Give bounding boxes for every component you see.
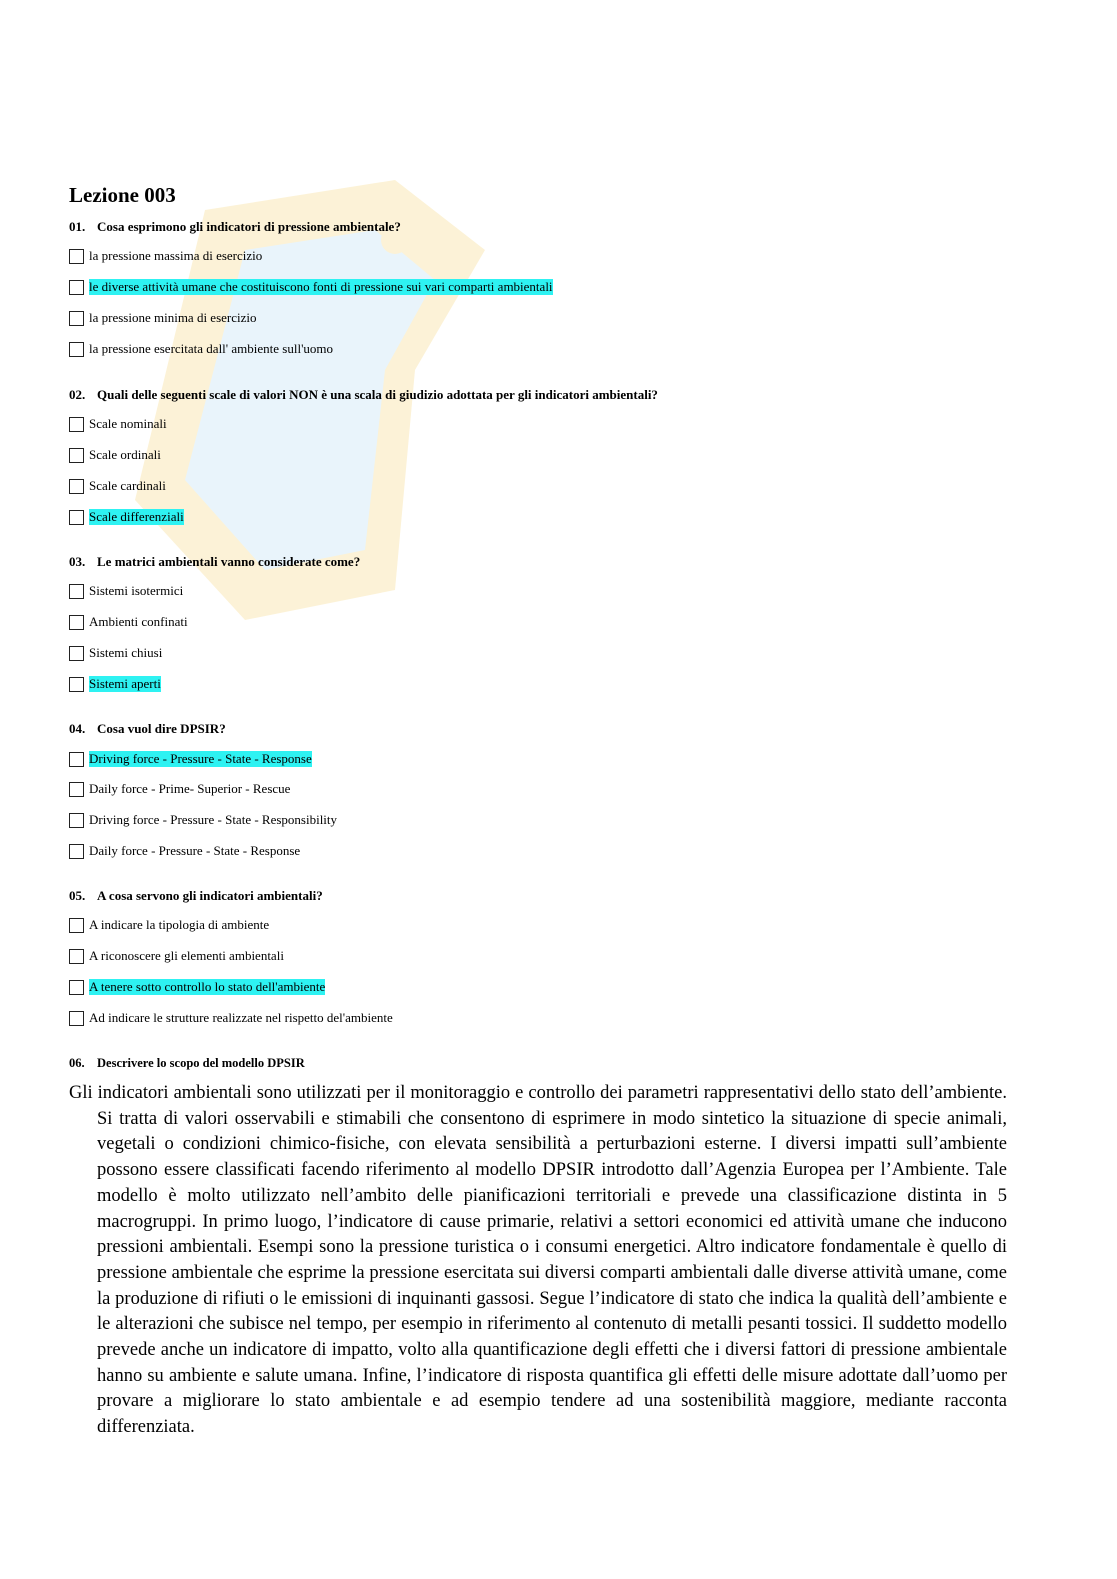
option[interactable] [69,1009,393,1027]
question-04 [69,720,226,738]
answer-paragraph: Gli indicatori ambientali sono utilizzati per il monitoraggio e controllo dei parametri rappresentativi dello stato dell’ambiente. Si tratta di valori osservabili e stimabili che consentono di esprimere in modo sintetico la situazione di specie animali, vegetali o condizioni chimico-fisiche, con elevata sensibilità a perturbazioni esterne. I diversi impatti sull’ambiente possono essere classificati facendo riferimento al modello DPSIR introdotto dall’Agenzia Europea per l’Ambiente. Tale modello è molto utilizzato nell’ambito delle pianificazioni territoriali e prevede una classificazione distinta in 5 macrogruppi. In primo luogo, l’indicatore di cause primarie, relativi a settori economici ed attività umane che inducono pressioni ambientali. Esempi sono la pressione turistica o i consumi energetici. Altro indicatore fondamentale è quello di pressione ambientale che esprime la pressione esercitata sui diversi comparti ambientali dalle diverse attività umane, come la produzione di rifiuti o le emissioni di inquinanti gassosi. Segue l’indicatore di stato che indica la qualità dell’ambiente e le alterazioni che subisce nel tempo, per esempio in riferimento al contenuto di metalli pesanti tossici. Il suddetto modello prevede anche un indicatore di impatto, volto alla quantificazione degli effetti che i diversi fattori di pressione ambientale hanno su ambiente e salute umana. Infine, l’indicatore di risposta quantifica gli effetti delle misure adottate dall’uomo per provare a migliorare lo stato ambientale e ad esempio tendere ad una sostenibilità maggiore, mediante racconta differenziata. [69,1083,1007,1438]
question-text: Le matrici ambientali vanno considerate come? [97,554,361,569]
option-text: A tenere sotto controllo lo stato dell'ambiente [89,979,326,994]
question-number: 03. [69,554,86,569]
checkbox[interactable] [69,646,84,661]
option-correct[interactable] [69,750,312,768]
option-text: Driving force - Pressure - State - Responsibility [89,812,338,827]
option-text: A indicare la tipologia di ambiente [89,917,270,932]
option-text: Sistemi aperti [89,676,161,691]
checkbox[interactable] [69,311,84,326]
option-text: Daily force - Prime- Superior - Rescue [89,781,291,796]
option[interactable] [69,340,333,358]
checkbox[interactable] [69,417,84,432]
option-text: A riconoscere gli elementi ambientali [89,948,284,963]
option[interactable] [69,247,262,265]
checkbox[interactable] [69,510,84,525]
checkbox[interactable] [69,342,84,357]
checkbox[interactable] [69,752,84,767]
option[interactable] [69,446,161,464]
option[interactable] [69,477,166,495]
option[interactable] [69,644,162,662]
checkbox[interactable] [69,949,84,964]
question-number: 06. [69,1056,85,1070]
option[interactable] [69,947,284,965]
option-text: Driving force - Pressure - State - Response [89,751,312,766]
checkbox[interactable] [69,1011,84,1026]
option[interactable] [69,916,269,934]
checkbox[interactable] [69,280,84,295]
question-number: 01. [69,219,86,234]
option-text: Scale cardinali [89,478,166,493]
checkbox[interactable] [69,584,84,599]
option-correct[interactable] [69,978,325,996]
option[interactable] [69,842,300,860]
option[interactable] [69,613,188,631]
option-text: Scale ordinali [89,447,161,462]
question-number: 02. [69,387,86,402]
question-text: Cosa esprimono gli indicatori di pressione ambientale? [97,219,401,234]
option-correct[interactable] [69,675,161,693]
checkbox[interactable] [69,844,84,859]
option-text: Ambienti confinati [89,614,188,629]
checkbox[interactable] [69,677,84,692]
checkbox[interactable] [69,249,84,264]
option[interactable] [69,309,257,327]
question-02 [69,386,658,404]
question-text: Descrivere lo scopo del modello DPSIR [97,1056,305,1070]
option-correct[interactable] [69,278,553,296]
option[interactable] [69,582,183,600]
question-number: 05. [69,888,86,903]
question-number: 04. [69,721,86,736]
option-correct[interactable] [69,508,184,526]
checkbox[interactable] [69,980,84,995]
question-text: Cosa vuol dire DPSIR? [97,721,226,736]
option[interactable] [69,780,290,798]
checkbox[interactable] [69,448,84,463]
option-text: le diverse attività umane che costituiscono fonti di pressione sui vari comparti ambientali [89,279,553,294]
question-text: A cosa servono gli indicatori ambientali? [97,888,323,903]
option-text: la pressione minima di esercizio [89,310,257,325]
option-text: la pressione massima di esercizio [89,248,263,263]
checkbox[interactable] [69,918,84,933]
question-06 [69,1054,305,1072]
option-text: Sistemi isotermici [89,583,184,598]
checkbox[interactable] [69,615,84,630]
lesson-title: Lezione 003 [69,183,176,207]
option[interactable] [69,415,167,433]
question-03 [69,553,360,571]
question-text: Quali delle seguenti scale di valori NON è una scala di giudizio adottata per gli indicatori ambientali? [97,387,658,402]
checkbox[interactable] [69,813,84,828]
question-05 [69,887,323,905]
question-01 [69,218,401,236]
checkbox[interactable] [69,479,84,494]
option-text: Sistemi chiusi [89,645,163,660]
option-text: Scale differenziali [89,509,184,524]
option-text: Daily force - Pressure - State - Response [89,843,301,858]
option-text: la pressione esercitata dall' ambiente sull'uomo [89,341,334,356]
option[interactable] [69,811,337,829]
checkbox[interactable] [69,782,84,797]
option-text: Scale nominali [89,416,167,431]
option-text: Ad indicare le strutture realizzate nel rispetto del'ambiente [89,1010,393,1025]
